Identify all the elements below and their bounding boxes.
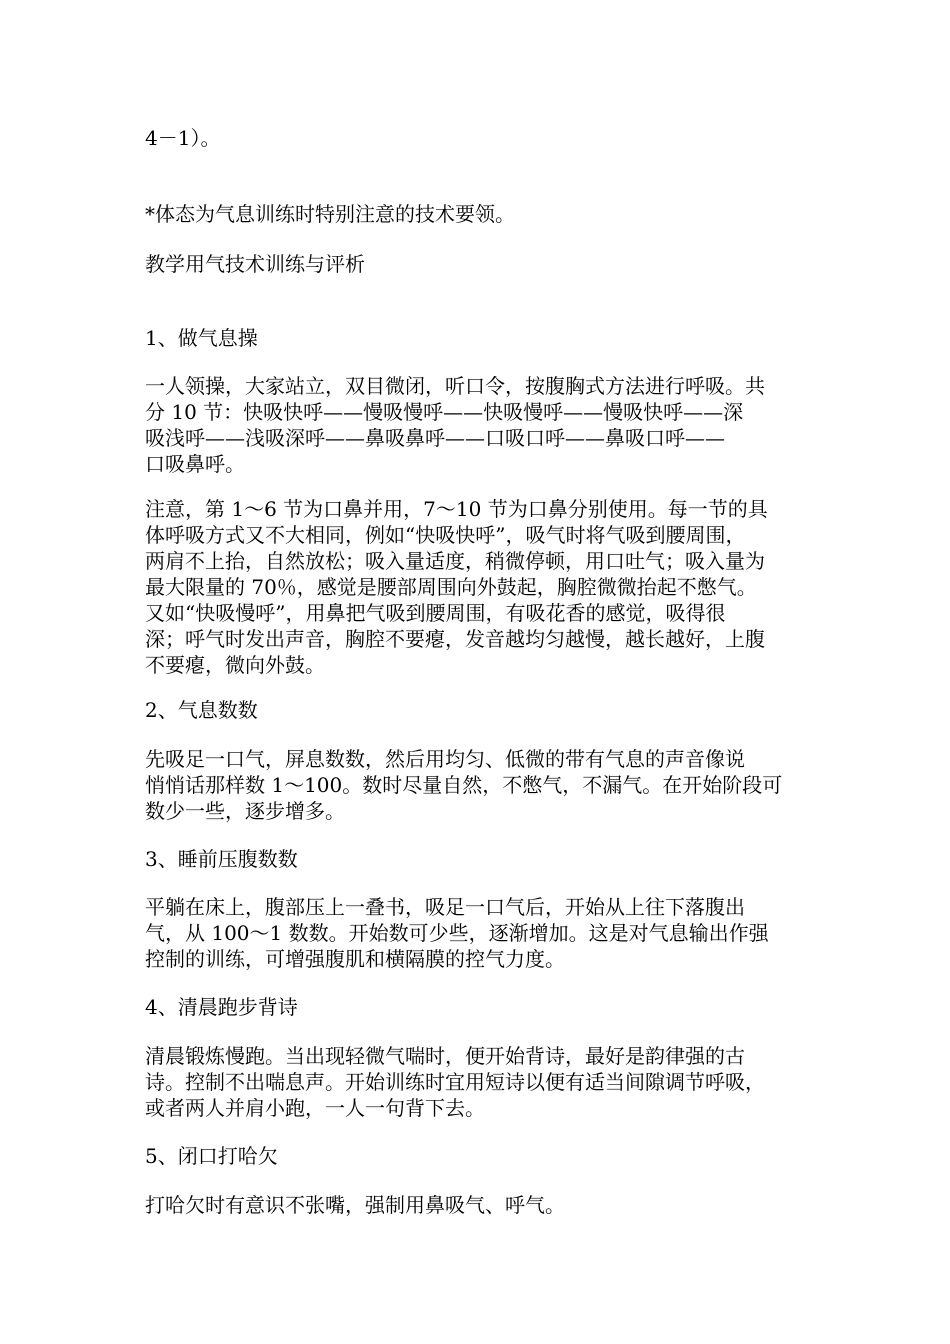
- paragraph-line: 气，从 100～1 数数。开始数可少些，逐渐增加。这是对气息输出作强: [145, 921, 769, 945]
- paragraph: [145, 373, 815, 477]
- item-heading: 4、清晨跑步背诗: [145, 995, 298, 1019]
- fragment-line: 4－1）。: [145, 126, 221, 150]
- paragraph-line: 悄悄话那样数 1～100。数时尽量自然，不憋气，不漏气。在开始阶段可: [145, 773, 783, 797]
- paragraph: [145, 1192, 815, 1218]
- paragraph-line: 控制的训练，可增强腹肌和横隔膜的控气力度。: [145, 947, 565, 971]
- paragraph-line: 深；呼气时发出声音，胸腔不要瘪，发音越均匀越慢，越长越好，上腹: [145, 627, 765, 651]
- paragraph-line: 分 10 节：快吸快呼——慢吸慢呼——快吸慢呼——慢吸快呼——深: [145, 400, 744, 424]
- note-line: *体态为气息训练时特别注意的技术要领。: [145, 202, 515, 226]
- paragraph-line: 注意，第 1～6 节为口鼻并用，7～10 节为口鼻分别使用。每一节的具: [145, 497, 768, 521]
- paragraph-line: 数少一些，逐步增多。: [145, 799, 345, 823]
- paragraph: [145, 1043, 815, 1121]
- paragraph: [145, 496, 815, 678]
- paragraph-line: 最大限量的 70％，感觉是腰部周围向外鼓起，胸腔微微抬起不憋气。: [145, 575, 757, 599]
- paragraph-line: 先吸足一口气，屏息数数，然后用均匀、低微的带有气息的声音像说: [145, 747, 745, 771]
- paragraph-line: 打哈欠时有意识不张嘴，强制用鼻吸气、呼气。: [145, 1193, 565, 1217]
- item-heading: 1、做气息操: [145, 326, 258, 350]
- paragraph-line: 两肩不上抬，自然放松；吸入量适度，稍微停顿，用口吐气；吸入量为: [145, 549, 765, 573]
- paragraph-line: 吸浅呼——浅吸深呼——鼻吸鼻呼——口吸口呼——鼻吸口呼——: [145, 426, 725, 450]
- section-title: 教学用气技术训练与评析: [145, 252, 365, 276]
- paragraph-line: 平躺在床上，腹部压上一叠书，吸足一口气后，开始从上往下落腹出: [145, 895, 745, 919]
- paragraph-line: 不要瘪，微向外鼓。: [145, 653, 325, 677]
- item-heading: 3、睡前压腹数数: [145, 847, 298, 871]
- paragraph-line: 清晨锻炼慢跑。当出现轻微气喘时，便开始背诗，最好是韵律强的古: [145, 1044, 745, 1068]
- paragraph-line: 体呼吸方式又不大相同，例如“快吸快呼”，吸气时将气吸到腰周围，: [145, 523, 746, 547]
- paragraph-line: 一人领操，大家站立，双目微闭，听口令，按腹胸式方法进行呼吸。共: [145, 374, 765, 398]
- paragraph: [145, 894, 815, 972]
- paragraph-line: 诗。控制不出喘息声。开始训练时宜用短诗以便有适当间隙调节呼吸，: [145, 1070, 765, 1094]
- item-heading: 2、气息数数: [145, 698, 258, 722]
- item-heading: 5、闭口打哈欠: [145, 1144, 278, 1168]
- paragraph-line: 或者两人并肩小跑，一人一句背下去。: [145, 1096, 485, 1120]
- paragraph-line: 口吸鼻呼。: [145, 452, 245, 476]
- paragraph-line: 又如“快吸慢呼”，用鼻把气吸到腰周围，有吸花香的感觉，吸得很: [145, 601, 726, 625]
- paragraph: [145, 746, 815, 824]
